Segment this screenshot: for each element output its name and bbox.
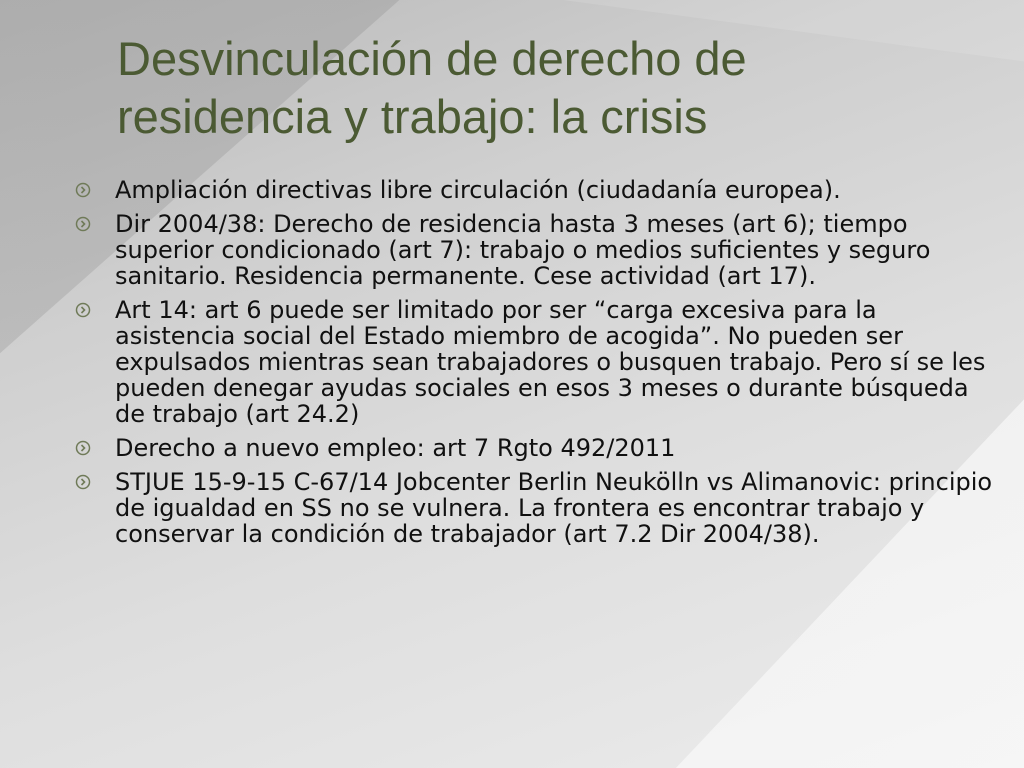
bullet-list bbox=[75, 177, 995, 555]
circled-chevron-right-icon bbox=[75, 302, 91, 318]
bullet-text: Ampliación directivas libre circulación (ciudadanía europea). bbox=[115, 176, 841, 204]
bullet-text: STJUE 15-9-15 C-67/14 Jobcenter Berlin Neukölln vs Alimanovic: principio de igualdad en SS no se vulnera. La frontera es encontrar trabajo y conservar la condición de trabajador (art 7.2 Dir 2004/38). bbox=[115, 468, 993, 548]
bullet-item bbox=[75, 469, 995, 547]
bullet-item bbox=[75, 211, 995, 289]
bullet-text: Dir 2004/38: Derecho de residencia hasta 3 meses (art 6); tiempo superior condicionado (art 7): trabajo o medios suficientes y seguro sanitario. Residencia permanente. Cese actividad (art 17). bbox=[115, 210, 931, 290]
circled-chevron-right-icon bbox=[75, 440, 91, 456]
circled-chevron-right-icon bbox=[75, 216, 91, 232]
bullet-text: Derecho a nuevo empleo: art 7 Rgto 492/2011 bbox=[115, 434, 676, 462]
bullet-item bbox=[75, 297, 995, 427]
bullet-item bbox=[75, 435, 995, 461]
slide-title: Desvinculación de derecho de residencia y trabajo: la crisis bbox=[117, 32, 747, 143]
circled-chevron-right-icon bbox=[75, 474, 91, 490]
bullet-text: Art 14: art 6 puede ser limitado por ser “carga excesiva para la asistencia social del Estado miembro de acogida”. No pueden ser expulsados mientras sean trabajadores o busquen trabajo. Pero sí se les pueden denegar ayudas sociales en esos 3 meses o durante búsqueda de trabajo (art 24.2) bbox=[115, 296, 986, 428]
bullet-item bbox=[75, 177, 995, 203]
circled-chevron-right-icon bbox=[75, 182, 91, 198]
